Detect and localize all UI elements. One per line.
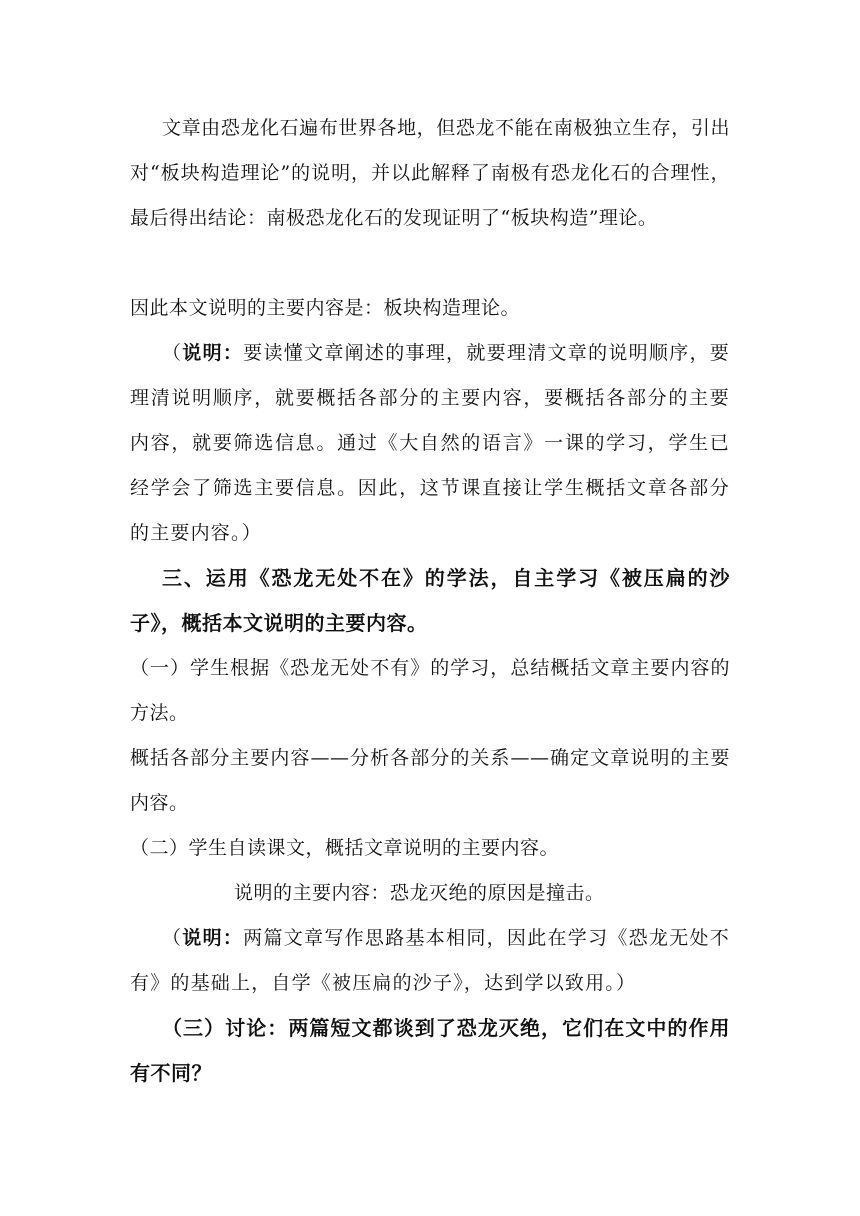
subsection-1: （一）学生根据《恐龙无处不有》的学习，总结概括文章主要内容的方法。 [130,657,730,724]
note-label: 说明： [182,342,244,364]
note-paragraph-1 [130,331,730,556]
paragraph-conclusion: 因此本文说明的主要内容是：板块构造理论。 [130,297,521,319]
note-text: 要读懂文章阐述的事理，就要理清文章的说明顺序，要理清说明顺序，就要概括各部分的主要内容，要概括各部分的主要内容，就要筛选信息。通过《大自然的语言》一课的学习，学生已经学会了筛选主要信息。因此，这节课直接让学生概括文章各部分的主要内容。） [130,342,730,544]
subsection-3-heading: （三）讨论：两篇短文都谈到了恐龙灭绝，它们在文中的作用有不同？ [130,1016,730,1085]
subsection-2: （二）学生自读课文，概括文章说明的主要内容。 [130,837,560,859]
note-paragraph-2 [130,916,730,1006]
note-open-paren: （ [162,342,183,364]
note-label: 说明： [182,927,244,949]
note-text: 两篇文章写作思路基本相同，因此在学习《恐龙无处不有》的基础上，自学《被压扁的沙子》，达到学以致用。） [130,927,730,994]
paragraph-main-content: 说明的主要内容：恐龙灭绝的原因是撞击。 [234,882,605,904]
note-open-paren: （ [162,927,183,949]
paragraph-intro: 文章由恐龙化石遍布世界各地，但恐龙不能在南极独立生存，引出对“板块构造理论”的说明，并以此解释了南极有恐龙化石的合理性，最后得出结论：南极恐龙化石的发现证明了“板块构造”理论。 [130,117,730,229]
section-heading-3: 三、运用《恐龙无处不在》的学法，自主学习《被压扁的沙子》，概括本文说明的主要内容。 [130,566,730,635]
paragraph-method: 概括各部分主要内容——分析各部分的关系——确定文章说明的主要内容。 [130,747,730,814]
